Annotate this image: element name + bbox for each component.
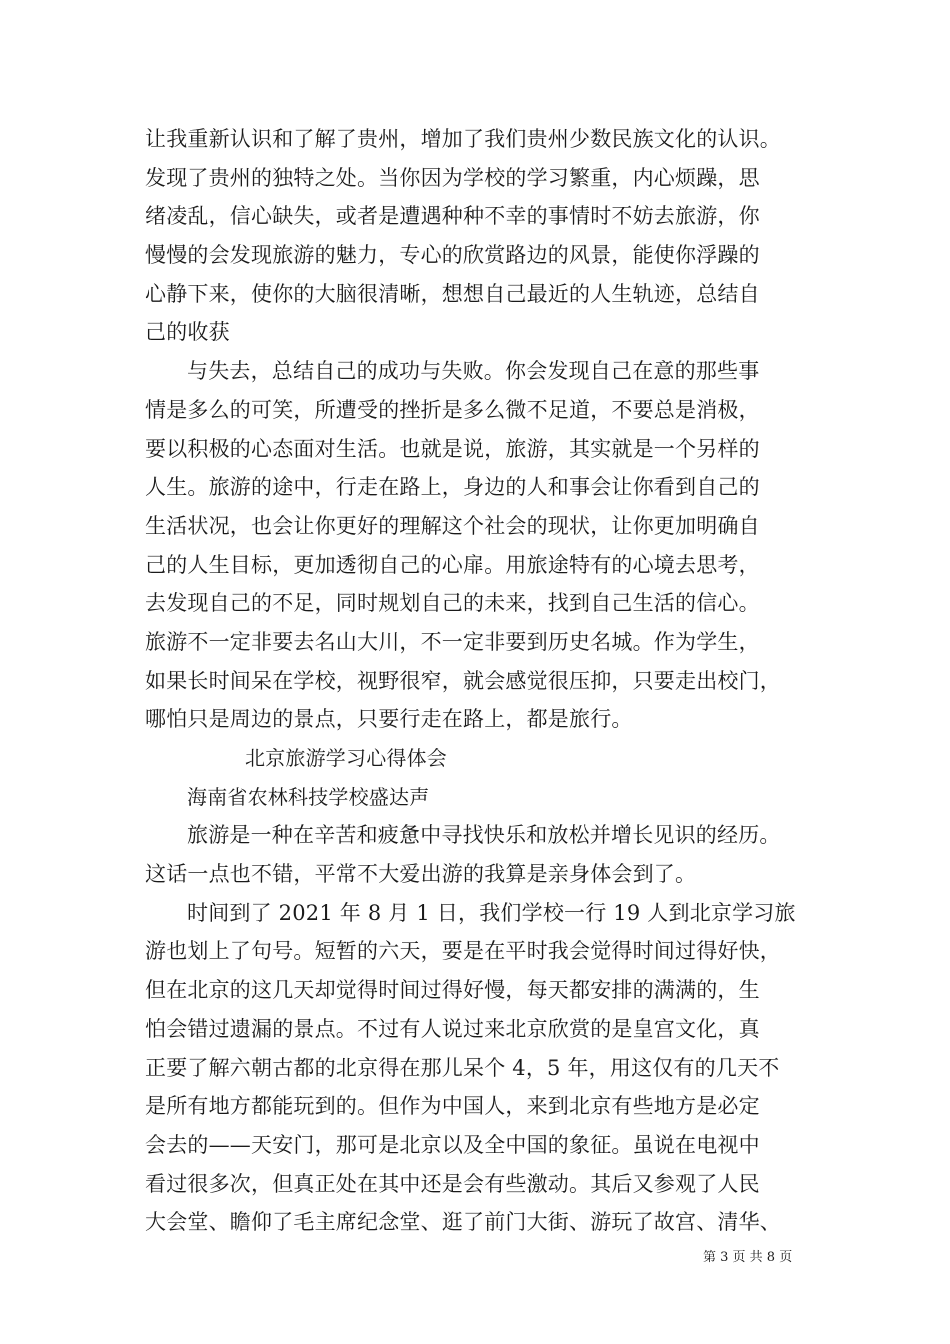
text-line: 这话一点也不错，平常不大爱出游的我算是亲身体会到了。 <box>145 862 697 887</box>
text-line: 怕会错过遗漏的景点。不过有人说过来北京欣赏的是皇宫文化，真 <box>145 1016 760 1041</box>
text-line: 发现了贵州的独特之处。当你因为学校的学习繁重，内心烦躁，思 <box>145 165 760 190</box>
text-line: 会去的——天安门，那可是北京以及全中国的象征。虽说在电视中 <box>145 1132 760 1157</box>
text-line: 慢慢的会发现旅游的魅力，专心的欣赏路边的风景，能使你浮躁的 <box>145 243 760 268</box>
paragraph-first-line: 时间到了 2021 年 8 月 1 日，我们学校一行 19 人到北京学习旅 <box>187 900 796 925</box>
page-number: 第 3 页 共 8 页 <box>703 1250 793 1265</box>
text-line: 让我重新认识和了解了贵州，增加了我们贵州少数民族文化的认识。 <box>145 127 781 151</box>
text-line: 己的收获 <box>145 320 230 345</box>
text-line: 心静下来，使你的大脑很清晰，想想自己最近的人生轨迹，总结自 <box>145 281 760 306</box>
paragraph-first-line: 与失去，总结自己的成功与失败。你会发现自己在意的那些事 <box>187 359 760 384</box>
document-body <box>145 120 825 1242</box>
text-line: 正要了解六朝古都的北京得在那儿呆个 4，5 年，用这仅有的几天不 <box>145 1055 780 1080</box>
text-line: 如果长时间呆在学校，视野很窄，就会感觉很压抑，只要走出校门， <box>145 668 781 693</box>
text-line: 绪凌乱，信心缺失，或者是遭遇种种不幸的事情时不妨去旅游，你 <box>145 204 760 229</box>
text-line: 去发现自己的不足，同时规划自己的未来，找到自己生活的信心。 <box>145 591 760 616</box>
author-line: 海南省农林科技学校盛达声 <box>187 784 430 809</box>
text-line: 己的人生目标，更加透彻自己的心扉。用旅途特有的心境去思考， <box>145 552 760 577</box>
text-line: 大会堂、瞻仰了毛主席纪念堂、逛了前门大街、游玩了故宫、清华、 <box>145 1210 781 1235</box>
paragraph-first-line: 旅游是一种在辛苦和疲惫中寻找快乐和放松并增长见识的经历。 <box>187 823 781 848</box>
text-line: 生活状况，也会让你更好的理解这个社会的现状，让你更加明确自 <box>145 513 760 538</box>
text-line: 哪怕只是周边的景点，只要行走在路上，都是旅行。 <box>145 707 633 732</box>
section-title: 北京旅游学习心得体会 <box>245 746 447 770</box>
text-line: 游也划上了句号。短暂的六天，要是在平时我会觉得时间过得好快， <box>145 939 781 964</box>
text-line: 但在北京的这几天却觉得时间过得好慢，每天都安排的满满的，生 <box>145 978 760 1003</box>
text-line: 旅游不一定非要去名山大川，不一定非要到历史名城。作为学生， <box>145 629 760 654</box>
text-line: 看过很多次，但真正处在其中还是会有些激动。其后又参观了人民 <box>145 1171 760 1196</box>
text-line: 要以积极的心态面对生活。也就是说，旅游，其实就是一个另样的 <box>145 436 760 461</box>
text-line: 情是多么的可笑，所遭受的挫折是多么微不足道，不要总是消极， <box>145 397 760 422</box>
text-line: 是所有地方都能玩到的。但作为中国人，来到北京有些地方是必定 <box>145 1094 760 1119</box>
text-line: 人生。旅游的途中，行走在路上，身边的人和事会让你看到自己的 <box>145 475 760 500</box>
